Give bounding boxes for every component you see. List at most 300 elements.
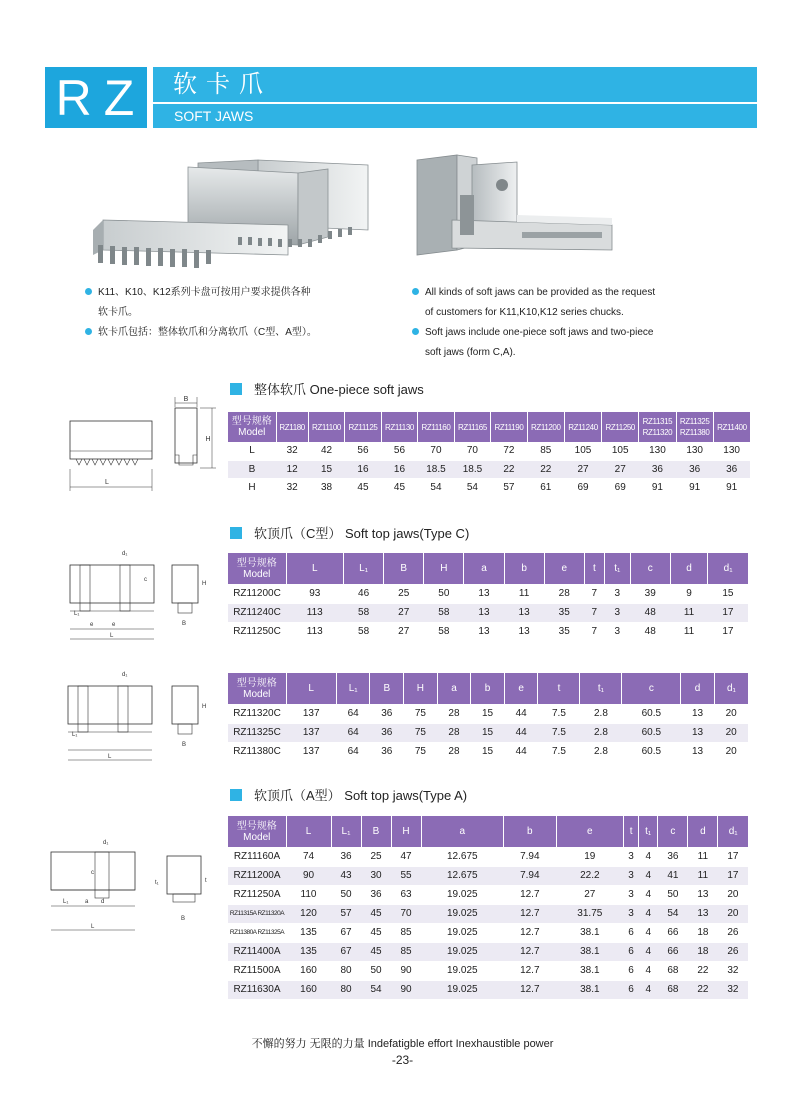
table-cell: 58	[344, 603, 384, 622]
table-cell: 20	[714, 723, 748, 742]
table-cell: 16	[345, 460, 381, 478]
table-row	[228, 885, 748, 904]
model-cell: RZ11200A	[228, 866, 286, 885]
table-cell: 38.1	[556, 942, 624, 961]
column-header: L₁	[336, 673, 370, 704]
table-cell: 68	[658, 980, 688, 999]
table-cell: 6	[624, 980, 639, 999]
table-cell: 66	[658, 942, 688, 961]
table-cell: 19.025	[421, 980, 504, 999]
table-cell: 160	[286, 961, 331, 980]
table-cell: 67	[331, 942, 361, 961]
table-cell: 2.8	[580, 742, 622, 761]
column-header: L₁	[331, 816, 361, 847]
table-cell: 80	[331, 961, 361, 980]
table-cell: 4	[639, 885, 658, 904]
table-cell: 80	[331, 980, 361, 999]
table-cell: 7.5	[538, 704, 580, 723]
table-cell: 58	[424, 603, 464, 622]
column-header: e	[544, 553, 584, 584]
table-cell: 6	[624, 942, 639, 961]
table-cell: 91	[639, 478, 676, 496]
table-cell: 13	[504, 603, 544, 622]
table-cell: 60.5	[622, 723, 681, 742]
table-cell: 20	[714, 704, 748, 723]
column-header: L	[286, 816, 331, 847]
table-cell: 35	[544, 603, 584, 622]
model-col: RZ11400	[713, 412, 750, 442]
column-header: B	[370, 673, 404, 704]
model-col: RZ1180	[276, 412, 308, 442]
one-piece-jaw-drawing	[62, 393, 222, 498]
table-cell: 105	[602, 442, 639, 460]
table-cell: 20	[714, 742, 748, 761]
table-cell: 45	[361, 904, 391, 923]
column-header: a	[421, 816, 504, 847]
column-header: b	[504, 553, 544, 584]
table-cell: 36	[639, 460, 676, 478]
table-row	[228, 742, 748, 761]
table-cell: 75	[404, 704, 438, 723]
table-cell: 19.025	[421, 885, 504, 904]
table-row	[228, 584, 748, 603]
table-cell: 12.7	[504, 961, 557, 980]
table-cell: 11	[688, 847, 718, 866]
table-cell: 46	[344, 584, 384, 603]
table-cell: 105	[564, 442, 601, 460]
table-cell: 50	[361, 961, 391, 980]
column-header: L	[286, 673, 336, 704]
table-cell: 4	[639, 923, 658, 942]
column-header: t	[538, 673, 580, 704]
dim-label-H: H	[205, 436, 211, 443]
table-cell: 18	[688, 923, 718, 942]
dim-label-L: L	[110, 633, 114, 639]
table-cell: 64	[336, 723, 370, 742]
table-cell: 3	[604, 603, 630, 622]
row-label: H	[228, 478, 276, 496]
table-cell: 61	[527, 478, 564, 496]
table-cell: 137	[286, 704, 336, 723]
column-header: t	[624, 816, 639, 847]
table-row	[228, 704, 748, 723]
table-cell: 32	[718, 961, 748, 980]
table-cell: 32	[718, 980, 748, 999]
table-cell: 19.025	[421, 961, 504, 980]
table-cell: 58	[424, 622, 464, 641]
model-cell: RZ11320C	[228, 704, 286, 723]
dim-label-e: e	[112, 622, 116, 628]
row-label: L	[228, 442, 276, 460]
table-cell: 13	[681, 704, 715, 723]
model-cell: RZ11380C	[228, 742, 286, 761]
table-cell: 75	[404, 742, 438, 761]
table-cell: 45	[345, 478, 381, 496]
dim-label-L1: L₁	[63, 899, 69, 905]
table-cell: 120	[286, 904, 331, 923]
table-cell: 45	[381, 478, 417, 496]
table-cell: 12.7	[504, 942, 557, 961]
table-cell: 135	[286, 923, 331, 942]
table-cell: 7	[584, 603, 604, 622]
column-header: L	[286, 553, 344, 584]
table-cell: 7.94	[504, 847, 557, 866]
table-cell: 27	[564, 460, 601, 478]
table-cell: 2.8	[580, 723, 622, 742]
table-cell: 38.1	[556, 980, 624, 999]
table-cell: 48	[630, 622, 670, 641]
model-col: RZ11200	[527, 412, 564, 442]
column-header: b	[504, 816, 557, 847]
table-cell: 90	[391, 980, 421, 999]
table-cell: 36	[676, 460, 713, 478]
table-row	[228, 442, 750, 460]
intro-cn: K11、K10、K12系列卡盘可按用户要求提供各种 软卡爪。 软卡爪包括：整体软爪和分离软爪（C型、A型）。	[85, 283, 317, 343]
table-cell: 11	[688, 866, 718, 885]
table-cell: 7.94	[504, 866, 557, 885]
table-cell: 70	[418, 442, 454, 460]
column-header: a	[437, 673, 471, 704]
table-cell: 4	[639, 904, 658, 923]
table-cell: 36	[658, 847, 688, 866]
section-marker	[230, 383, 242, 395]
table-cell: 85	[527, 442, 564, 460]
table-cell: 12.7	[504, 980, 557, 999]
table-cell: 38.1	[556, 961, 624, 980]
table-cell: 15	[471, 742, 505, 761]
table-cell: 7.5	[538, 742, 580, 761]
table-cell: 69	[564, 478, 601, 496]
table-cell: 19.025	[421, 923, 504, 942]
table-cell: 54	[658, 904, 688, 923]
table-cell: 15	[471, 704, 505, 723]
model-header: 型号规格 Model	[228, 412, 276, 442]
dim-label-L1: L₁	[74, 611, 80, 617]
table-cell: 9	[670, 584, 707, 603]
table-cell: 20	[718, 904, 748, 923]
type-c-table-2	[228, 673, 748, 762]
table-cell: 17	[708, 622, 748, 641]
table-cell: 113	[286, 603, 344, 622]
table-cell: 110	[286, 885, 331, 904]
column-header: t₁	[639, 816, 658, 847]
column-header: t₁	[604, 553, 630, 584]
table-cell: 13	[464, 603, 504, 622]
one-piece-jaws-photo	[88, 155, 378, 275]
table-cell: 36	[331, 847, 361, 866]
dim-label-B: B	[181, 916, 186, 922]
table-cell: 42	[308, 442, 344, 460]
table-cell: 130	[639, 442, 676, 460]
table-cell: 4	[639, 847, 658, 866]
model-cell: RZ11630A	[228, 980, 286, 999]
column-header: d	[681, 673, 715, 704]
model-cell: RZ11160A	[228, 847, 286, 866]
section-title-one-piece: 整体软爪 One-piece soft jaws	[230, 379, 424, 398]
column-header: H	[391, 816, 421, 847]
table-cell: 44	[504, 704, 538, 723]
table-cell: 85	[391, 923, 421, 942]
table-cell: 28	[544, 584, 584, 603]
table-cell: 90	[286, 866, 331, 885]
column-header: t₁	[580, 673, 622, 704]
table-row	[228, 622, 748, 641]
model-cell: RZ11380A RZ11325A	[228, 923, 286, 942]
model-cell: RZ11400A	[228, 942, 286, 961]
table-cell: 44	[504, 723, 538, 742]
table-row	[228, 723, 748, 742]
page-title-cn: 软卡爪	[153, 67, 757, 102]
table-row	[228, 961, 748, 980]
table-cell: 57	[331, 904, 361, 923]
dim-label-t1: t₁	[155, 880, 159, 886]
table-row	[228, 980, 748, 999]
table-cell: 38	[308, 478, 344, 496]
dim-label-t: t	[205, 878, 207, 884]
table-cell: 17	[718, 866, 748, 885]
dim-label-d: d	[101, 899, 105, 905]
column-header: H	[404, 673, 438, 704]
table-cell: 130	[676, 442, 713, 460]
column-header: e	[556, 816, 624, 847]
column-header: e	[504, 673, 538, 704]
dim-label-B: B	[183, 396, 189, 403]
bullet-dot	[85, 288, 92, 295]
model-col: RZ11250	[602, 412, 639, 442]
table-cell: 68	[658, 961, 688, 980]
table-row	[228, 460, 750, 478]
table-cell: 64	[336, 704, 370, 723]
table-cell: 22	[527, 460, 564, 478]
table-cell: 12.7	[504, 885, 557, 904]
table-cell: 3	[624, 885, 639, 904]
table-cell: 36	[370, 742, 404, 761]
model-col: RZ11240	[564, 412, 601, 442]
model-cell: RZ11325C	[228, 723, 286, 742]
table-cell: 22.2	[556, 866, 624, 885]
table-cell: 39	[630, 584, 670, 603]
table-cell: 15	[308, 460, 344, 478]
table-cell: 12.7	[504, 904, 557, 923]
table-cell: 17	[708, 603, 748, 622]
table-cell: 55	[391, 866, 421, 885]
one-piece-jaws-table	[228, 412, 750, 497]
table-cell: 54	[454, 478, 490, 496]
type-c-small-drawing	[62, 545, 222, 645]
dim-label-d1: d₁	[122, 551, 128, 557]
dim-label-e: e	[90, 622, 94, 628]
table-cell: 36	[370, 723, 404, 742]
table-cell: 3	[624, 847, 639, 866]
section-marker	[230, 527, 242, 539]
dim-label-L: L	[91, 924, 95, 930]
table-cell: 7	[584, 622, 604, 641]
table-cell: 16	[381, 460, 417, 478]
section-title-type-c: 软顶爪（C型） Soft top jaws(Type C)	[230, 523, 469, 542]
table-cell: 28	[437, 742, 471, 761]
table-cell: 93	[286, 584, 344, 603]
table-cell: 67	[331, 923, 361, 942]
table-cell: 13	[464, 584, 504, 603]
table-cell: 28	[437, 704, 471, 723]
column-header: a	[464, 553, 504, 584]
footer-slogan: 不懈的努力 无限的力量 Indefatigble effort Inexhaustible power	[251, 1038, 554, 1050]
table-cell: 4	[639, 961, 658, 980]
dim-label-L: L	[108, 754, 112, 760]
table-cell: 15	[471, 723, 505, 742]
table-cell: 27	[602, 460, 639, 478]
table-cell: 6	[624, 961, 639, 980]
table-cell: 70	[454, 442, 490, 460]
model-col: RZ11165	[454, 412, 490, 442]
model-cell: RZ11250A	[228, 885, 286, 904]
column-header: L₁	[344, 553, 384, 584]
dim-label-H: H	[202, 581, 207, 587]
logo-badge	[45, 67, 147, 128]
table-cell: 2.8	[580, 704, 622, 723]
dim-label-B: B	[182, 742, 187, 748]
table-cell: 31.75	[556, 904, 624, 923]
model-cell: RZ11240C	[228, 603, 286, 622]
page-title-en: SOFT JAWS	[153, 104, 757, 128]
table-cell: 13	[688, 885, 718, 904]
bullet-dot	[85, 328, 92, 335]
table-cell: 56	[345, 442, 381, 460]
table-cell: 137	[286, 723, 336, 742]
row-label: B	[228, 460, 276, 478]
table-cell: 3	[624, 904, 639, 923]
column-header: d₁	[718, 816, 748, 847]
table-cell: 130	[713, 442, 750, 460]
table-cell: 41	[658, 866, 688, 885]
table-cell: 20	[718, 885, 748, 904]
table-cell: 113	[286, 622, 344, 641]
table-cell: 30	[361, 866, 391, 885]
table-cell: 45	[361, 923, 391, 942]
model-col: RZ11325 RZ11380	[676, 412, 713, 442]
column-header: B	[361, 816, 391, 847]
table-cell: 63	[391, 885, 421, 904]
table-cell: 25	[384, 584, 424, 603]
type-a-drawing	[45, 838, 225, 938]
table-cell: 13	[464, 622, 504, 641]
table-row	[228, 923, 748, 942]
table-cell: 160	[286, 980, 331, 999]
dim-label-d1: d₁	[103, 840, 109, 846]
table-cell: 25	[361, 847, 391, 866]
table-cell: 26	[718, 942, 748, 961]
column-header: c	[658, 816, 688, 847]
table-cell: 90	[391, 961, 421, 980]
section-marker	[230, 789, 242, 801]
dim-label-B: B	[182, 621, 187, 627]
bullet-dot	[412, 328, 419, 335]
two-piece-jaws-photo	[412, 150, 622, 265]
table-cell: 69	[602, 478, 639, 496]
table-row	[228, 603, 748, 622]
model-cell: RZ11250C	[228, 622, 286, 641]
section-title-type-a: 软顶爪（A型） Soft top jaws(Type A)	[230, 785, 467, 804]
table-cell: 50	[331, 885, 361, 904]
column-header: d₁	[708, 553, 748, 584]
table-row	[228, 866, 748, 885]
column-header: d	[688, 816, 718, 847]
table-cell: 19	[556, 847, 624, 866]
table-cell: 58	[344, 622, 384, 641]
table-cell: 27	[384, 622, 424, 641]
model-header: 型号规格 Model	[228, 553, 286, 584]
table-cell: 75	[404, 723, 438, 742]
table-cell: 4	[639, 942, 658, 961]
table-cell: 22	[491, 460, 527, 478]
table-cell: 35	[544, 622, 584, 641]
dim-label-a: a	[85, 899, 89, 905]
table-cell: 36	[713, 460, 750, 478]
table-cell: 12.675	[421, 866, 504, 885]
table-cell: 12	[276, 460, 308, 478]
table-cell: 13	[504, 622, 544, 641]
table-cell: 13	[688, 904, 718, 923]
table-row	[228, 847, 748, 866]
dim-label-c: c	[144, 577, 147, 583]
column-header: d₁	[714, 673, 748, 704]
model-col: RZ11190	[491, 412, 527, 442]
table-cell: 18.5	[418, 460, 454, 478]
table-cell: 60.5	[622, 704, 681, 723]
table-cell: 48	[630, 603, 670, 622]
dim-label-L1: L₁	[72, 732, 78, 738]
model-cell: RZ11315A RZ11320A	[228, 904, 286, 923]
table-cell: 28	[437, 723, 471, 742]
table-cell: 91	[713, 478, 750, 496]
type-c-large-drawing	[62, 668, 222, 768]
table-cell: 11	[504, 584, 544, 603]
table-row	[228, 478, 750, 496]
table-cell: 3	[624, 866, 639, 885]
table-cell: 19.025	[421, 942, 504, 961]
bullet-dot	[412, 288, 419, 295]
table-cell: 19.025	[421, 904, 504, 923]
table-cell: 36	[370, 704, 404, 723]
table-cell: 17	[718, 847, 748, 866]
table-cell: 11	[670, 603, 707, 622]
table-cell: 135	[286, 942, 331, 961]
table-cell: 13	[681, 742, 715, 761]
table-cell: 3	[604, 622, 630, 641]
table-cell: 54	[361, 980, 391, 999]
column-header: b	[471, 673, 505, 704]
dim-label-c: c	[91, 870, 94, 876]
page-number: -23-	[391, 1053, 414, 1067]
column-header: H	[424, 553, 464, 584]
table-cell: 50	[658, 885, 688, 904]
table-cell: 32	[276, 442, 308, 460]
table-cell: 85	[391, 942, 421, 961]
table-row	[228, 904, 748, 923]
table-cell: 70	[391, 904, 421, 923]
model-cell: RZ11200C	[228, 584, 286, 603]
dim-label-d1: d₁	[122, 672, 128, 678]
type-c-table-1	[228, 553, 748, 642]
table-cell: 66	[658, 923, 688, 942]
table-cell: 12.7	[504, 923, 557, 942]
table-cell: 32	[276, 478, 308, 496]
table-cell: 50	[424, 584, 464, 603]
table-cell: 54	[418, 478, 454, 496]
table-cell: 4	[639, 980, 658, 999]
column-header: c	[622, 673, 681, 704]
table-cell: 74	[286, 847, 331, 866]
